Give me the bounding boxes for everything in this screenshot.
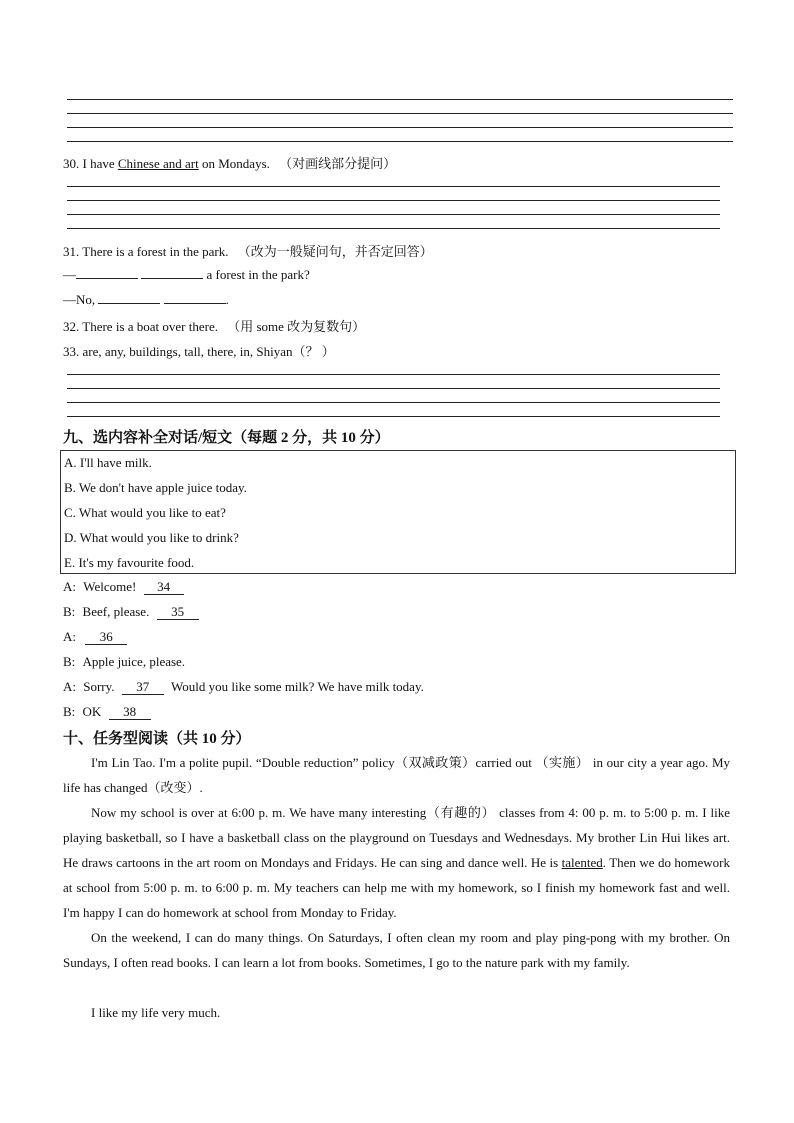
dialogue-text: OK (82, 704, 102, 719)
option-d: D. What would you like to drink? (64, 530, 239, 545)
question-number: 30. (63, 156, 80, 171)
section-10-title: 十、任务型阅读（共 10 分） (63, 731, 251, 747)
instruction: （改为一般疑问句，并否定回答） (237, 244, 433, 259)
fill-blank[interactable] (164, 291, 226, 304)
fill-blank[interactable] (76, 266, 138, 279)
instruction: （用 some 改为复数句） (227, 319, 366, 334)
dash: — (63, 267, 76, 282)
answer-line[interactable] (67, 186, 720, 187)
dialogue-text: Would you like some milk? We have milk today. (171, 679, 424, 694)
dialogue-line-37 (63, 679, 424, 695)
answer-line-31b (63, 291, 229, 308)
answer-blank-36[interactable]: 36 (85, 630, 127, 645)
speaker: A: (63, 629, 76, 644)
question-number: 32. (63, 319, 80, 334)
dialogue-line-34 (63, 579, 184, 595)
speaker: A: (63, 679, 76, 694)
dialogue-text: Sorry. (83, 679, 115, 694)
underlined-word: talented (561, 855, 603, 870)
answer-line[interactable] (67, 127, 733, 128)
question-31 (63, 241, 433, 260)
dash: —No, (63, 292, 96, 307)
options-box (60, 450, 736, 574)
period: . (225, 292, 229, 307)
question-30 (63, 153, 396, 172)
reading-paragraph-1: I'm Lin Tao. I'm a polite pupil. “Double reduction” policy（双减政策）carried out （实施） in our city a year ago. My life has changed（改变）. (63, 755, 730, 795)
answer-line[interactable] (67, 388, 720, 389)
dialogue-line-35 (63, 604, 199, 620)
answer-line[interactable] (67, 374, 720, 375)
question-text: on Mondays. (202, 156, 270, 171)
paragraph-text: . Then we do homework at school from 5:00 p. m. to 6:00 p. m. My teachers can help me with my homework, so I finish my homework fast and well. I'm happy I can do homework at school from Monday to Friday. (63, 855, 731, 920)
question-text: There is a forest in the park. (82, 244, 229, 259)
dialogue-text: Welcome! (83, 579, 137, 594)
question-text: a forest in the park? (206, 267, 310, 282)
dialogue-text: Apple juice, please. (82, 654, 186, 669)
answer-line[interactable] (67, 228, 720, 229)
answer-line[interactable] (67, 99, 733, 100)
answer-blank-35[interactable]: 35 (157, 605, 199, 620)
speaker: B: (63, 704, 76, 719)
answer-blank-34[interactable]: 34 (144, 580, 184, 595)
question-text: I have (82, 156, 115, 171)
answer-blank-38[interactable]: 38 (109, 705, 151, 720)
reading-paragraph-3: On the weekend, I can do many things. On Saturdays, I often clean my room and play ping-pong with my brother. On Sundays, I often read books. I can learn a lot from books. Sometimes, I go to the nature park with my family. (63, 930, 730, 970)
reading-paragraph-2 (63, 800, 730, 925)
word-list: are, any, buildings, tall, there, in, Shiyan（？ ） (82, 344, 335, 359)
answer-line[interactable] (67, 141, 733, 142)
answer-line[interactable] (67, 214, 720, 215)
answer-blank-37[interactable]: 37 (122, 680, 164, 695)
question-number: 31. (63, 244, 80, 259)
answer-line[interactable] (67, 402, 720, 403)
paragraph-text: Now my school is over at 6:00 p. m. We have many interesting（有趣的） classes from 4: 00 p. m. to 5:00 p. m. I like playing basketball, so I have a basketball class on the playground on Tuesdays and Wednesdays. My brother Lin Hui likes art. He draws cartoons in the art room on Mondays and Fridays. He can sing and dance well. He is (63, 805, 730, 870)
speaker: B: (63, 604, 76, 619)
option-e: E. It's my favourite food. (64, 555, 195, 570)
answer-line[interactable] (67, 113, 733, 114)
speaker: B: (63, 654, 76, 669)
option-c: C. What would you like to eat? (64, 505, 226, 520)
question-number: 33. (63, 344, 80, 359)
answer-line-31a (63, 266, 310, 283)
underlined-text: Chinese and art (117, 156, 199, 171)
dialogue-line-38 (63, 704, 151, 720)
answer-line[interactable] (67, 416, 720, 417)
question-text: There is a boat over there. (82, 319, 218, 334)
fill-blank[interactable] (141, 266, 203, 279)
answer-line[interactable] (67, 200, 720, 201)
dialogue-text: Beef, please. (82, 604, 150, 619)
instruction: （对画线部分提问） (279, 156, 397, 171)
speaker: A: (63, 579, 76, 594)
question-33 (63, 341, 335, 360)
dialogue-line-apple (63, 654, 185, 670)
reading-paragraph-4: I like my life very much. (91, 1005, 221, 1020)
section-9-title: 九、选内容补全对话/短文（每题 2 分，共 10 分） (63, 430, 390, 446)
fill-blank[interactable] (98, 291, 160, 304)
question-32 (63, 316, 365, 335)
dialogue-line-36 (63, 629, 127, 645)
option-a: A. I'll have milk. (64, 455, 152, 470)
option-b: B. We don't have apple juice today. (64, 480, 247, 495)
